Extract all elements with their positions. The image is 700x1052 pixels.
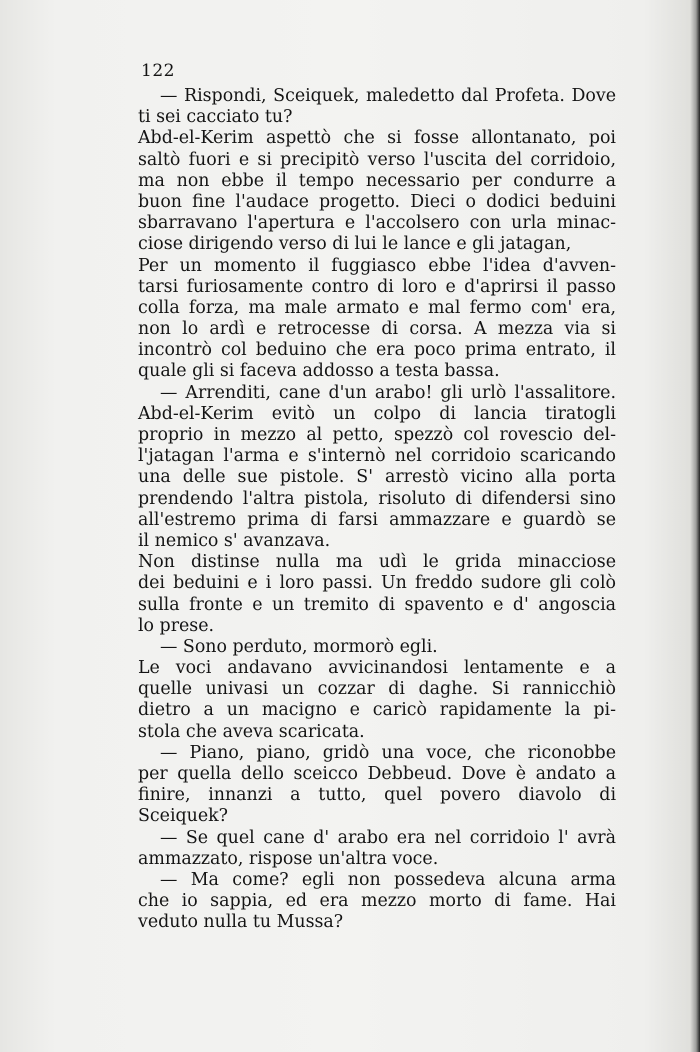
text-line: — Rispondi, Sceiquek, maledetto dal Profeta. Dove — [160, 86, 616, 106]
text-line: prendendo l'altra pistola, risoluto di difendersi sino — [138, 488, 616, 509]
text-line: proprio in mezzo al petto, spezzò col rovescio del- — [138, 425, 616, 445]
text-line: — Ma come? egli non possedeva alcuna arma — [160, 869, 616, 890]
text-line: — Piano, piano, gridò una voce, che riconobbe — [160, 742, 616, 763]
text-line: colla forza, ma male armato e mal fermo com' era, — [138, 297, 616, 318]
text-line: finire, innanzi a tutto, quel povero diavolo di — [138, 785, 616, 806]
text-line: Abd-el-Kerim aspettò che si fosse allontanato, poi — [138, 128, 616, 149]
text-line: Le voci andavano avvicinandosi lentamente e a — [138, 658, 616, 679]
text-line: tarsi furiosamente contro di loro e d'aprirsi il passo — [138, 276, 616, 297]
text-line: ammazzato, rispose un'altra voce. — [138, 848, 439, 869]
page-number: 122 — [141, 61, 175, 81]
text-line: sbarravano l'apertura e l'accolsero con urla minac- — [138, 213, 616, 234]
text-line: dietro a un macigno e caricò rapidamente la pi- — [138, 700, 616, 721]
text-line: non lo ardì e retrocesse di corsa. A mezza via si — [138, 319, 616, 340]
text-line: l'jatagan l'arma e s'internò nel corridoio scaricando — [138, 446, 616, 467]
text-line: — Arrenditi, cane d'un arabo! gli urlò l'assalitore. — [160, 382, 616, 403]
text-line: sulla fronte e un tremito di spavento e d' angoscia — [138, 594, 616, 615]
text-line: una delle sue pistole. S' arrestò vicino alla porta — [138, 467, 616, 488]
text-line: quale gli si faceva addosso a testa bassa. — [138, 361, 500, 382]
text-line: ti sei cacciato tu? — [138, 107, 293, 128]
text-line: Per un momento il fuggiasco ebbe l'idea d'avven- — [138, 255, 616, 276]
text-line: saltò fuori e si precipitò verso l'uscita del corridoio, — [138, 149, 616, 170]
text-line: dei beduini e i loro passi. Un freddo sudore gli colò — [138, 573, 616, 594]
body-text — [138, 86, 616, 934]
text-line: veduto nulla tu Mussa? — [138, 912, 344, 933]
text-line: quelle univasi un cozzar di daghe. Si rannicchiò — [138, 679, 616, 700]
text-line: — Sono perduto, mormorò egli. — [160, 636, 438, 657]
text-line: per quella dello sceicco Debbeud. Dove è andato a — [138, 764, 616, 784]
text-line: lo prese. — [138, 615, 215, 636]
page-edge-shadow — [690, 0, 700, 1052]
text-line: stola che aveva scaricata. — [138, 721, 365, 742]
text-line: ciose dirigendo verso di lui le lance e gli jatagan, — [138, 234, 572, 255]
text-line: — Se quel cane d' arabo era nel corridoio l' avrà — [160, 827, 616, 848]
text-line: che io sappia, ed era mezzo morto di fame. Hai — [138, 891, 616, 912]
text-line: all'estremo prima di farsi ammazzare e guardò se — [138, 509, 616, 530]
text-line: Abd-el-Kerim evitò un colpo di lancia tiratogli — [138, 403, 616, 424]
text-line: il nemico s' avanzava. — [138, 530, 331, 551]
text-line: ma non ebbe il tempo necessario per condurre a — [138, 170, 616, 191]
text-line: Sceiquek? — [138, 806, 228, 827]
text-line: Non distinse nulla ma udì le grida minacciose — [138, 552, 616, 573]
text-line: buon fine l'audace progetto. Dieci o dodici beduini — [138, 191, 616, 212]
text-line: incontrò col beduino che era poco prima entrato, il — [138, 340, 616, 361]
